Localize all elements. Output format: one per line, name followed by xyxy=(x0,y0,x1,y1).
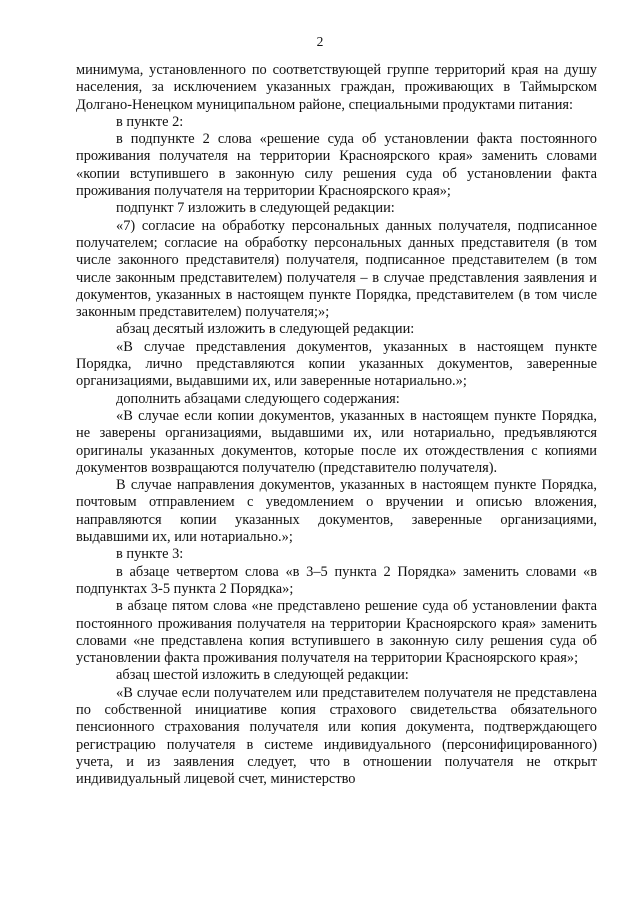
paragraph: В случае направления документов, указанных в настоящем пункте Порядка, почтовым отправлением с уведомлением о вручении и описью вложения, направляются копии указанных документов, заверенные организациями, выдавшими их, или нотариально.»; xyxy=(76,477,597,546)
paragraph: абзац шестой изложить в следующей редакции: xyxy=(116,667,409,684)
paragraph: дополнить абзацами следующего содержания: xyxy=(116,390,400,407)
paragraph: в абзаце пятом слова «не представлено решение суда об установлении факта постоянного проживания получателя на территории Красноярского края» заменить словами «не представлена копия вступившего в законную силу решения суда об установлении факта проживания получателя на территории Красноярского края»; xyxy=(76,598,597,667)
paragraph: в абзаце четвертом слова «в 3–5 пункта 2 Порядка» заменить словами «в подпунктах 3-5 пункта 2 Порядка»; xyxy=(76,563,597,597)
paragraph: в подпункте 2 слова «решение суда об установлении факта постоянного проживания получателя на территории Красноярского края» заменить словами «копии вступившего в законную силу решения суда об установлении факта проживания получателя на территории Красноярского края»; xyxy=(76,131,597,200)
page-number: 2 xyxy=(316,34,324,49)
document-body xyxy=(76,62,597,788)
paragraph: «В случае представления документов, указанных в настоящем пункте Порядка, лично представляются копии указанных документов, заверенные организациями, выдавшими их, или заверенные нотариально.»; xyxy=(76,338,597,390)
paragraph: в пункте 3: xyxy=(116,546,184,563)
paragraph: «В случае если получателем или представителем получателя не представлена по собственной инициативе копия страхового свидетельства обязательного пенсионного страхования получателя или копия документа, подтверждающего регистрацию получателя в системе индивидуального (персонифицированного) учета, и из заявления следует, что в отношении получателя не открыт индивидуальный лицевой счет, министерство xyxy=(76,684,597,788)
paragraph: «В случае если копии документов, указанных в настоящем пункте Порядка, не заверены организациями, выдавшими их, или нотариально, предъявляются оригиналы указанных документов, которые после их отождествления с копиями документов возвращаются получателю (представителю получателя). xyxy=(76,407,597,476)
paragraph: абзац десятый изложить в следующей редакции: xyxy=(116,321,415,338)
paragraph: в пункте 2: xyxy=(116,113,184,130)
paragraph: «7) согласие на обработку персональных данных получателя, подписанное получателем; согласие на обработку персональных данных представителя (в том числе законного представителя) получателя, подписанное представителем (в том числе законным представителем) получателя – в случае представления заявления и документов, указанных в настоящем пункте Порядка, представителем (в том числе законным представителем) получателя;»; xyxy=(76,217,597,321)
paragraph: подпункт 7 изложить в следующей редакции: xyxy=(116,200,395,217)
paragraph: минимума, установленного по соответствующей группе территорий края на душу населения, за исключением указанных граждан, проживающих в Таймырском Долгано-Ненецком муниципальном районе, специальными продуктами питания: xyxy=(76,62,597,113)
